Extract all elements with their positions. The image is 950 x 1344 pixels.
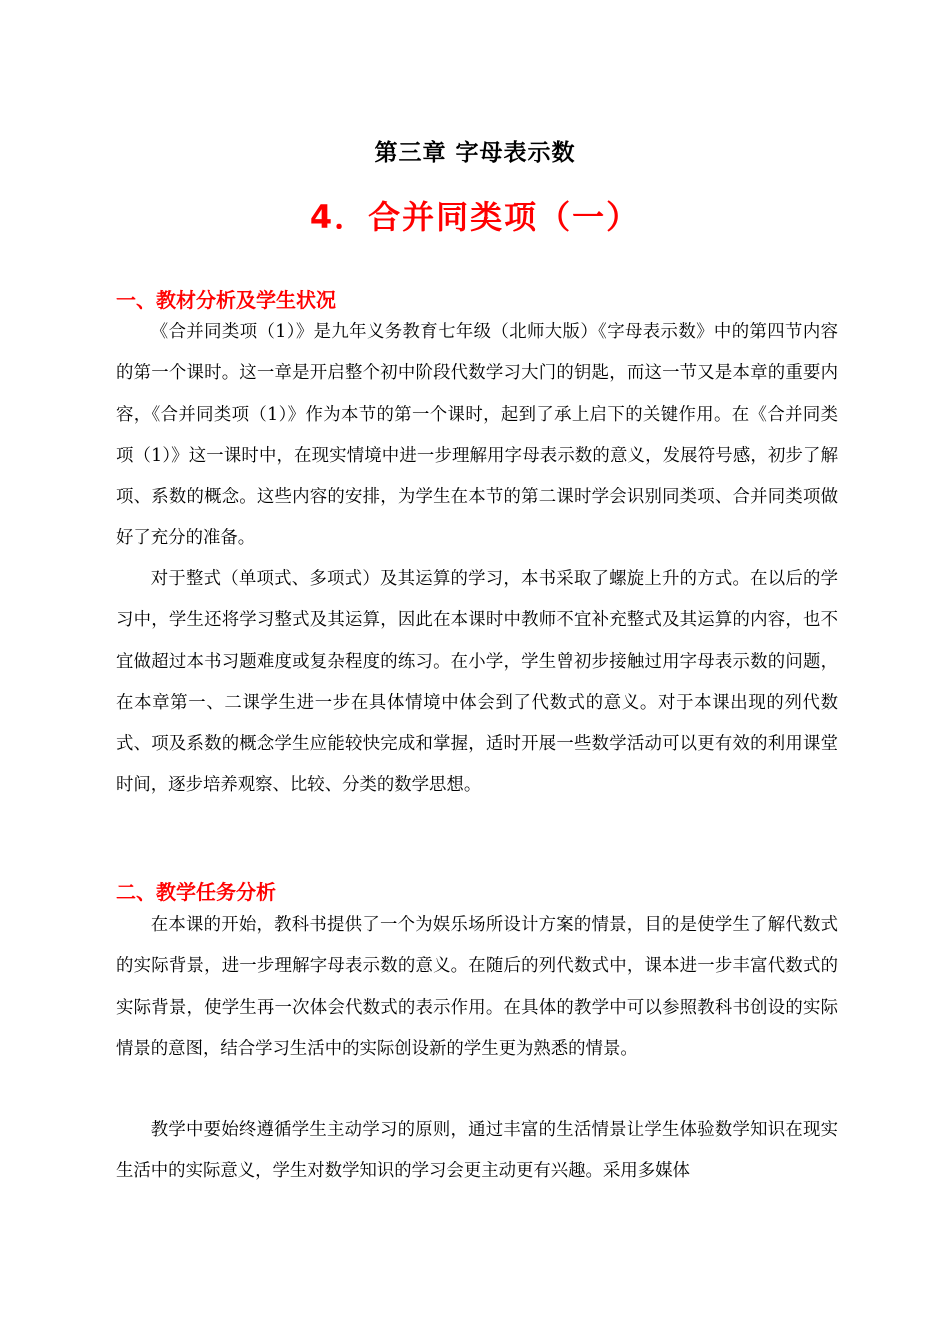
- chapter-title: 第三章 字母表示数: [374, 140, 576, 166]
- section-heading-1: 一、教材分析及学生状况: [116, 288, 336, 312]
- paragraph-1-1: 《合并同类项（1）》是九年义务教育七年级（北师大版）《字母表示数》中的第四节内容的第一个课时。这一章是开启整个初中阶段代数学习大门的钥匙，而这一节又是本章的重要内容，《合并同类项（1）》作为本节的第一个课时，起到了承上启下的关键作用。在《合并同类项（1）》这一课时中，在现实情境中进一步理解用字母表示数的意义，发展符号感，初步了解项、系数的概念。这些内容的安排，为学生在本节的第二课时学会识别同类项、合并同类项做好了充分的准备。: [116, 322, 838, 549]
- paragraph-2-1: 在本课的开始，教科书提供了一个为娱乐场所设计方案的情景，目的是使学生了解代数式的实际背景，进一步理解字母表示数的意义。在随后的列代数式中，课本进一步丰富代数式的实际背景，使学生再一次体会代数式的表示作用。在具体的教学中可以参照教科书创设的实际情景的意图，结合学习生活中的实际创设新的学生更为熟悉的情景。: [116, 915, 838, 1059]
- paragraph-2-2: 教学中要始终遵循学生主动学习的原则，通过丰富的生活情景让学生体验数学知识在现实生活中的实际意义，学生对数学知识的学习会更主动更有兴趣。采用多媒体: [116, 1120, 838, 1182]
- section-heading-2: 二、教学任务分析: [116, 880, 276, 904]
- lesson-title: 4．合并同类项（一）: [309, 198, 641, 236]
- paragraph-1-2: 对于整式（单项式、多项式）及其运算的学习，本书采取了螺旋上升的方式。在以后的学习中，学生还将学习整式及其运算，因此在本课时中教师不宜补充整式及其运算的内容，也不宜做超过本书习题难度或复杂程度的练习。在小学，学生曾初步接触过用字母表示数的问题，在本章第一、二课学生进一步在具体情境中体会到了代数式的意义。对于本课出现的列代数式、项及系数的概念学生应能较快完成和掌握，适时开展一些数学活动可以更有效的利用课堂时间，逐步培养观察、比较、分类的数学思想。: [116, 569, 838, 796]
